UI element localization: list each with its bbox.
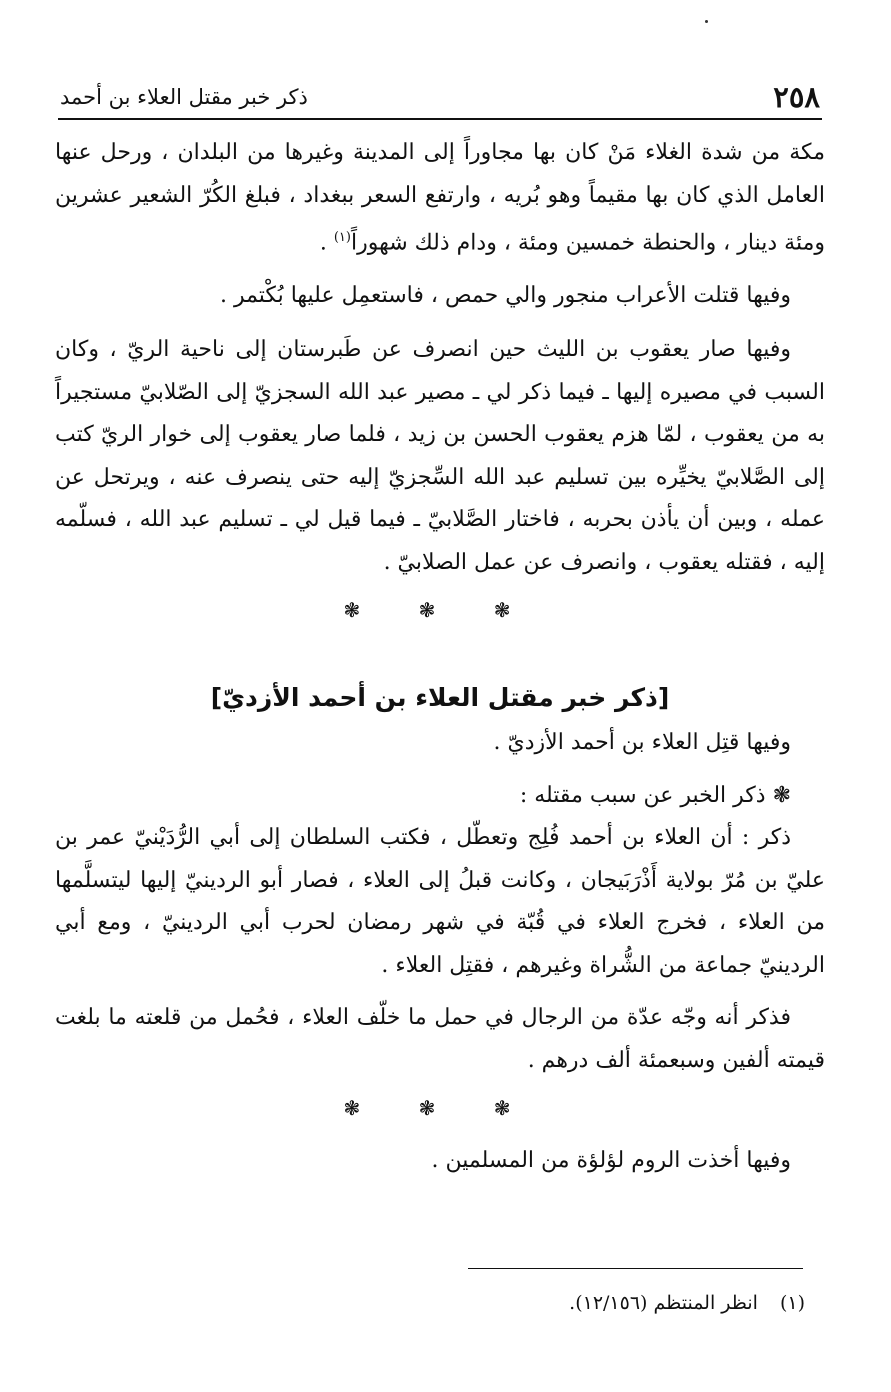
paragraph-homs: وفيها قتلت الأعراب منجور والي حمص ، فاستعمِل عليها بُكْتمر . — [219, 282, 791, 308]
footnote — [400, 1288, 805, 1318]
paragraph-wealth: فذكر أنه وجّه عدّة من الرجال في حمل ما خلّف العلاء ، فحُمل من قلعته ما بلغت قيمته ألفين وسبعمئة ألف درهم . — [55, 1005, 825, 1073]
section-heading: [ذكر خبر مقتل العلاء بن أحمد الأزديّ] — [210, 683, 670, 713]
main-text — [55, 132, 825, 1183]
header-rule — [58, 118, 822, 120]
stray-dot — [705, 20, 708, 23]
paragraph-killed: وفيها قتِل العلاء بن أحمد الأزديّ . — [493, 730, 791, 756]
footnote-marker: (١) — [333, 230, 351, 245]
section-separator-2: ❃ ❃ ❃ — [343, 1096, 537, 1121]
page-number: ٢٥٨ — [773, 80, 820, 114]
footnote-text: انظر المنتظم (١٢/١٥٦). — [569, 1292, 758, 1314]
running-title: ذكر خبر مقتل العلاء بن أحمد — [60, 85, 308, 109]
paragraph-mecca: مكة من شدة الغلاء مَنْ كان بها مجاوراً إلى المدينة وغيرها من البلدان ، ورحل عنها العامل الذي كان بها مقيماً وهو بُريه ، وارتفع السعر ببغداد ، فبلغ الكُرّ الشعير عشرين ومئة دينار ، والحنطة خمسين ومئة ، ودام ذلك شهوراً$^{(١)}$ . — [55, 140, 825, 256]
paragraph-yaqub: وفيها صار يعقوب بن الليث حين انصرف عن طَبرستان إلى ناحية الريّ ، وكان السبب في مصيره إليها ـ فيما ذكر لي ـ مصير عبد الله السجزيّ إلى الصّلابيّ مستجيراً به من يعقوب ، لمّا هزم يعقوب الحسن بن زيد ، فلما صار يعقوب إلى خوار الريّ كتب إلى الصَّلابيّ يخيِّره بين تسليم عبد الله السِّجزيّ إليه حتى ينصرف عنه ، ويرتحل عن عمله ، وبين أن يأذن بحربه ، فاختار الصَّلابيّ ـ فيما قيل لي ـ تسليم عبد الله ، فسلّمه إليه ، فقتله يعقوب ، وانصرف عن عمل الصلابيّ . — [55, 337, 825, 575]
paragraph-byzantines: وفيها أخذت الروم لؤلؤة من المسلمين . — [431, 1148, 791, 1174]
page-header — [60, 78, 820, 116]
footnote-rule — [468, 1268, 803, 1269]
footnote-number: (١) — [779, 1292, 805, 1314]
paragraph-cause-heading: ❃ ذكر الخبر عن سبب مقتله : — [519, 782, 791, 808]
paragraph-account: ذكر : أن العلاء بن أحمد فُلِج وتعطّل ، فكتب السلطان إلى أبي الرُّدَيْنيّ عمر بن عليّ بن مُرّ بولاية أَذْرَبَيجان ، وكانت قبلُ إلى العلاء ، فصار أبو الردينيّ إليها ليتسلَّمها من العلاء ، فخرج العلاء في قُبّة في شهر رمضان لحرب أبي الردينيّ ، ومع أبي الردينيّ جماعة من الشُّراة وغيرهم ، فقتِل العلاء . — [55, 825, 825, 978]
section-separator: ❃ ❃ ❃ — [343, 598, 537, 623]
